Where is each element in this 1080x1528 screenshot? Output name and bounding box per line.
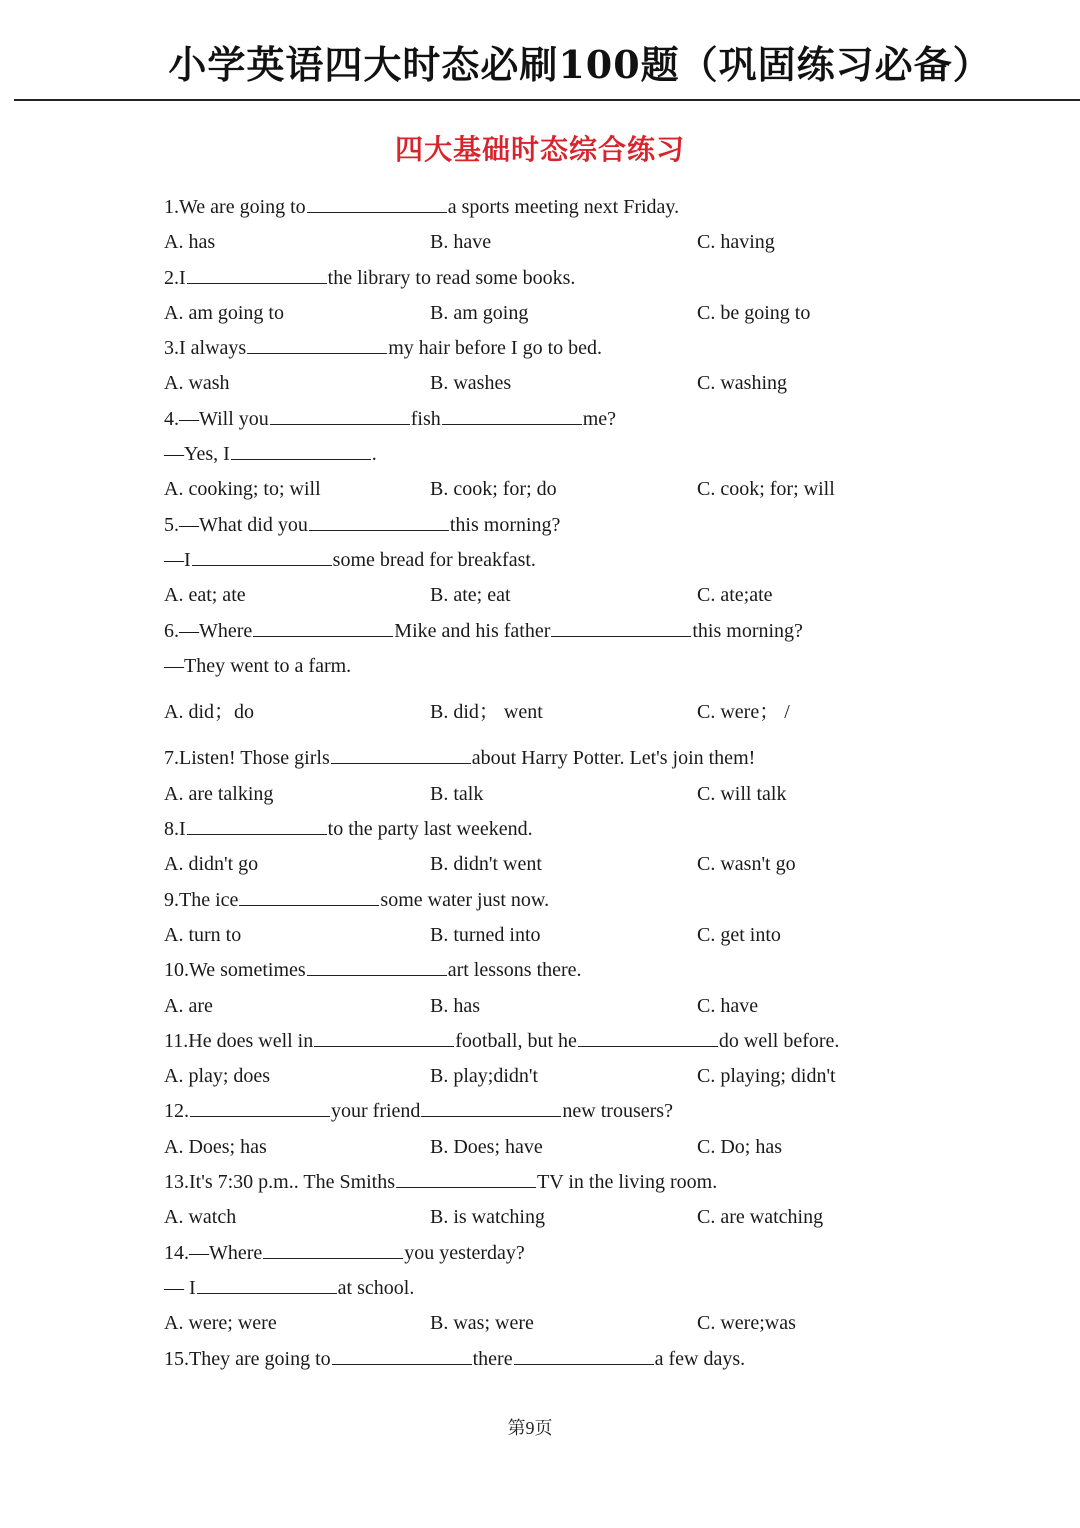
question-12 — [164, 1094, 924, 1165]
answer-blank[interactable] — [442, 423, 582, 425]
question-number: 13. — [164, 1171, 189, 1194]
question-7 — [164, 741, 924, 812]
option-a[interactable]: A. Does; has — [164, 1135, 267, 1158]
header-divider — [14, 99, 1080, 101]
question-line — [164, 649, 924, 684]
question-4 — [164, 402, 924, 508]
option-c[interactable]: C. get into — [697, 923, 781, 946]
question-number: 2. — [164, 266, 179, 289]
answer-blank[interactable] — [332, 1363, 472, 1365]
question-text: —They went to a farm. — [164, 654, 352, 677]
option-c[interactable]: C. having — [697, 231, 775, 254]
question-1 — [164, 190, 924, 261]
option-c[interactable]: C. have — [697, 994, 759, 1017]
answer-options — [164, 918, 924, 953]
question-text: Mike and his father — [394, 619, 551, 642]
answer-blank[interactable] — [263, 1257, 403, 1259]
option-a[interactable]: A. wash — [164, 372, 230, 395]
question-text: He does well in — [188, 1029, 314, 1052]
option-b[interactable]: B. am going — [430, 301, 529, 324]
question-text: this morning? — [449, 513, 561, 536]
page-number: 第9页 — [507, 1418, 553, 1438]
question-text: —Will you — [179, 407, 269, 430]
answer-blank[interactable] — [514, 1363, 654, 1365]
option-a[interactable]: A. eat; ate — [164, 584, 246, 607]
question-text: Listen! Those girls — [179, 747, 330, 770]
option-c[interactable]: C. playing; didn't — [697, 1065, 836, 1088]
question-line — [164, 812, 924, 847]
question-text: football, but he — [455, 1029, 577, 1052]
option-a[interactable]: A. are talking — [164, 782, 274, 805]
option-b[interactable]: B. did； went — [430, 701, 543, 724]
question-number: 11. — [164, 1029, 189, 1052]
answer-options — [164, 1306, 924, 1341]
option-a[interactable]: A. cooking; to; will — [164, 478, 321, 501]
option-a[interactable]: A. has — [164, 231, 216, 254]
question-text: this morning? — [692, 619, 803, 642]
question-text: about Harry Potter. Let's join them! — [471, 747, 756, 770]
answer-blank[interactable] — [421, 1115, 561, 1117]
option-b[interactable]: B. is watching — [430, 1206, 545, 1229]
option-b[interactable]: B. talk — [430, 782, 484, 805]
option-a[interactable]: A. watch — [164, 1206, 237, 1229]
answer-blank[interactable] — [307, 211, 447, 213]
question-number: 5. — [164, 513, 179, 536]
question-8 — [164, 812, 924, 883]
question-number: 9. — [164, 888, 179, 911]
answer-blank[interactable] — [253, 635, 393, 637]
answer-options — [164, 1200, 924, 1235]
answer-options — [164, 695, 924, 730]
question-number: 8. — [164, 818, 179, 841]
question-2 — [164, 261, 924, 332]
question-text: your friend — [331, 1100, 421, 1123]
option-c[interactable]: C. cook; for; will — [697, 478, 835, 501]
question-number: 14. — [164, 1241, 189, 1264]
option-a[interactable]: A. didn't go — [164, 853, 259, 876]
question-text: —I — [164, 548, 191, 571]
option-a[interactable]: A. am going to — [164, 301, 284, 324]
question-text: —What did you — [179, 513, 308, 536]
question-6 — [164, 614, 924, 731]
question-text: TV in the living room. — [537, 1171, 718, 1194]
question-number: 4. — [164, 407, 179, 430]
question-14 — [164, 1236, 924, 1342]
question-line — [164, 1271, 924, 1306]
question-text: —Where — [179, 619, 253, 642]
question-number: 1. — [164, 196, 179, 218]
question-text: there — [472, 1347, 513, 1370]
option-c[interactable]: C. Do; has — [697, 1135, 782, 1158]
answer-options — [164, 989, 924, 1024]
question-11 — [164, 1024, 924, 1095]
question-text: — I — [164, 1276, 196, 1299]
question-text: —Where — [189, 1241, 263, 1264]
option-b[interactable]: B. cook; for; do — [430, 478, 557, 501]
option-b[interactable]: B. has — [430, 994, 480, 1017]
question-number: 15. — [164, 1347, 189, 1370]
question-line — [164, 1236, 924, 1271]
answer-options — [164, 472, 924, 507]
answer-blank[interactable] — [247, 352, 387, 354]
question-15 — [164, 1342, 924, 1377]
answer-blank[interactable] — [314, 1045, 454, 1047]
question-text: a sports meeting next Friday. — [447, 196, 680, 218]
question-text: you yesterday? — [404, 1241, 525, 1264]
option-b[interactable]: B. turned into — [430, 923, 541, 946]
option-b[interactable]: B. washes — [430, 372, 512, 395]
question-text: my hair before I go to bed. — [388, 337, 603, 360]
question-number: 6. — [164, 619, 179, 642]
answer-options — [164, 1059, 924, 1094]
option-c[interactable]: C. are watching — [697, 1206, 824, 1229]
question-line — [164, 402, 924, 437]
question-text: I — [179, 266, 186, 289]
question-line — [164, 543, 924, 578]
option-b[interactable]: B. was; were — [430, 1312, 534, 1335]
answer-blank[interactable] — [187, 282, 327, 284]
option-b[interactable]: B. Does; have — [430, 1135, 543, 1158]
question-text: some water just now. — [380, 888, 550, 911]
question-text: We sometimes — [189, 959, 306, 982]
question-text: to the party last weekend. — [327, 818, 533, 841]
option-c[interactable]: C. ate;ate — [697, 584, 773, 607]
answer-options — [164, 296, 924, 331]
question-line — [164, 190, 924, 225]
question-text: It's 7:30 p.m.. The Smiths — [189, 1171, 396, 1194]
question-line — [164, 1165, 924, 1200]
answer-blank[interactable] — [187, 833, 327, 835]
answer-blank[interactable] — [197, 1292, 337, 1294]
question-10 — [164, 953, 924, 1024]
option-a[interactable]: A. play; does — [164, 1065, 271, 1088]
question-text: me? — [582, 407, 617, 430]
question-9 — [164, 883, 924, 954]
question-line — [164, 741, 924, 776]
question-text: new trousers? — [562, 1100, 673, 1123]
question-line — [164, 508, 924, 543]
question-number: 3. — [164, 337, 179, 360]
option-c[interactable]: C. washing — [697, 372, 787, 395]
answer-options — [164, 777, 924, 812]
question-line — [164, 953, 924, 988]
answer-blank[interactable] — [231, 458, 371, 460]
answer-blank[interactable] — [239, 904, 379, 906]
option-a[interactable]: A. are — [164, 994, 213, 1017]
question-line — [164, 437, 924, 472]
question-line — [164, 1094, 924, 1129]
question-text: fish — [410, 407, 441, 430]
question-number: 12. — [164, 1100, 189, 1123]
option-c[interactable]: C. wasn't go — [697, 853, 796, 876]
answer-blank[interactable] — [190, 1115, 330, 1117]
option-b[interactable]: B. play;didn't — [430, 1065, 539, 1088]
question-number: 7. — [164, 747, 179, 770]
option-c[interactable]: C. be going to — [697, 301, 811, 324]
question-3 — [164, 331, 924, 402]
answer-blank[interactable] — [307, 974, 447, 976]
question-line — [164, 614, 924, 649]
question-line — [164, 1342, 924, 1377]
question-line — [164, 261, 924, 296]
option-b[interactable]: B. didn't went — [430, 853, 542, 876]
option-c[interactable]: C. will talk — [697, 782, 787, 805]
question-text: the library to read some books. — [327, 266, 576, 289]
answer-options — [164, 225, 924, 260]
question-text: some bread for breakfast. — [332, 548, 536, 571]
question-line — [164, 1024, 924, 1059]
question-text: —Yes, I — [164, 443, 230, 466]
answer-blank[interactable] — [270, 423, 410, 425]
question-text: The ice — [179, 888, 239, 911]
option-a[interactable]: A. turn to — [164, 923, 242, 946]
question-text: I always — [179, 337, 247, 360]
exercise-list — [164, 190, 924, 1377]
option-a[interactable]: A. were; were — [164, 1312, 277, 1335]
option-b[interactable]: B. have — [430, 231, 492, 254]
answer-blank[interactable] — [331, 762, 471, 764]
answer-options — [164, 1130, 924, 1165]
question-5 — [164, 508, 924, 614]
answer-blank[interactable] — [396, 1186, 536, 1188]
question-text: I — [179, 818, 186, 841]
option-c[interactable]: C. were;was — [697, 1312, 796, 1335]
answer-blank[interactable] — [551, 635, 691, 637]
answer-blank[interactable] — [192, 564, 332, 566]
question-text: a few days. — [654, 1347, 746, 1370]
question-text: do well before. — [718, 1029, 840, 1052]
question-13 — [164, 1165, 924, 1236]
question-text: They are going to — [189, 1347, 331, 1370]
option-a[interactable]: A. did；do — [164, 701, 254, 724]
section-title: 四大基础时态综合练习 — [394, 133, 685, 166]
question-text: . — [371, 443, 377, 466]
page-title: 小学英语四大时态必刷100题（巩固练习必备） — [168, 42, 992, 87]
answer-options — [164, 847, 924, 882]
question-line — [164, 883, 924, 918]
option-b[interactable]: B. ate; eat — [430, 584, 511, 607]
answer-options — [164, 366, 924, 401]
option-c[interactable]: C. were； / — [697, 701, 790, 724]
question-text: at school. — [337, 1276, 415, 1299]
question-text: art lessons there. — [447, 959, 582, 982]
question-text: We are going to — [179, 196, 306, 218]
question-number: 10. — [164, 959, 189, 982]
answer-blank[interactable] — [309, 529, 449, 531]
answer-options — [164, 578, 924, 613]
answer-blank[interactable] — [578, 1045, 718, 1047]
question-line — [164, 331, 924, 366]
